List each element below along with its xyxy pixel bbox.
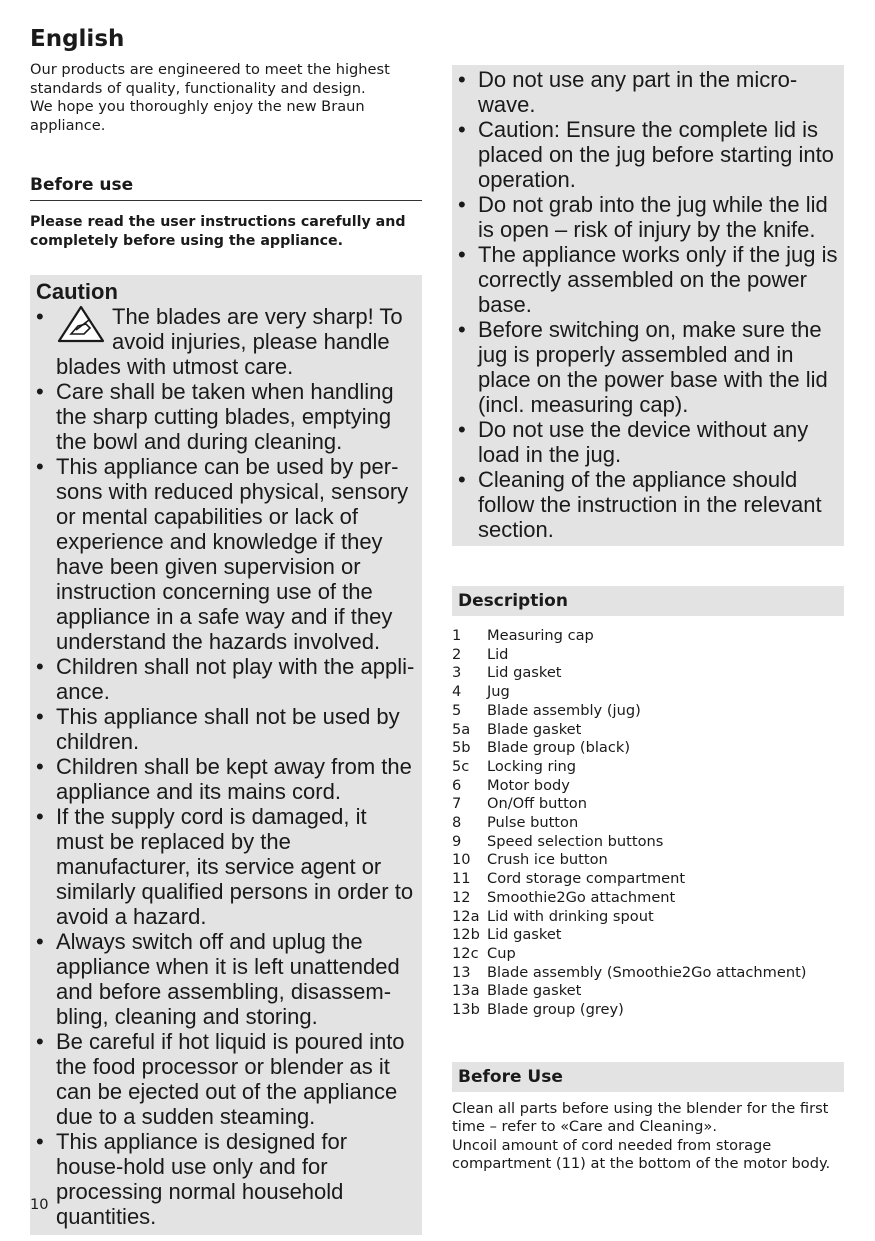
parts-row xyxy=(452,908,807,927)
caution-item: • Do not grab into the jug while the lid is open – risk of injury by the knife. xyxy=(458,192,838,242)
before-use-heading: Before use xyxy=(30,175,422,201)
parts-row xyxy=(452,945,807,964)
caution-continued-list xyxy=(458,67,838,542)
left-column xyxy=(30,22,422,1235)
part-label: On/Off button xyxy=(487,795,587,813)
parts-row xyxy=(452,926,807,945)
caution-item: • Be careful if hot liquid is poured into the food processor or blender as it can be ejected out of the appliance due to a sudden steaming. xyxy=(36,1029,416,1129)
parts-row xyxy=(452,1001,807,1020)
read-instructions-note: Please read the user instructions carefully and completely before using the appliance. xyxy=(30,214,406,249)
part-number: 2 xyxy=(452,645,462,663)
parts-row xyxy=(452,646,807,665)
caution-item: • Before switching on, make sure the jug is properly assembled and in place on the power base with the lid (incl. measuring cap). xyxy=(458,317,838,417)
part-number: 5b xyxy=(452,739,471,757)
caution-item: • If the supply cord is damaged, it must be replaced by the manufacturer, its service agent or similarly qualified persons in order to avoid a hazard. xyxy=(36,804,416,929)
part-label: Smoothie2Go attachment xyxy=(487,888,676,906)
part-number: 6 xyxy=(452,776,462,794)
part-number: 12a xyxy=(452,907,480,925)
parts-row xyxy=(452,833,807,852)
part-label: Cord storage compartment xyxy=(487,870,686,888)
parts-row xyxy=(452,739,807,758)
part-label: Blade group (black) xyxy=(487,739,631,757)
part-number: 12b xyxy=(452,926,480,944)
part-number: 13b xyxy=(452,1001,480,1019)
part-label: Measuring cap xyxy=(487,627,594,644)
parts-row xyxy=(452,889,807,908)
caution-item: • This appliance is designed for house-hold use only and for processing normal household quantities. xyxy=(36,1129,416,1229)
part-number: 12c xyxy=(452,944,479,962)
page-number: 10 xyxy=(30,1196,49,1213)
part-label: Blade gasket xyxy=(487,982,582,1000)
caution-item: • This appliance shall not be used by children. xyxy=(36,704,416,754)
part-label: Cup xyxy=(487,944,516,962)
caution-box xyxy=(30,275,422,1235)
part-number: 5 xyxy=(452,701,462,719)
part-label: Speed selection buttons xyxy=(487,832,664,850)
caution-item: • Always switch off and uplug the appliance when it is left unattended and before assembling, disassem-bling, cleaning and storing. xyxy=(36,929,416,1029)
description-heading: Description xyxy=(452,586,844,616)
parts-row xyxy=(452,982,807,1001)
part-label: Lid xyxy=(487,645,509,663)
caution-item: • Children shall not play with the appli-ance. xyxy=(36,654,416,704)
parts-row xyxy=(452,964,807,983)
part-label: Motor body xyxy=(487,776,570,794)
parts-row xyxy=(452,758,807,777)
cut-hazard-icon xyxy=(56,304,106,344)
parts-list xyxy=(452,627,807,1020)
part-label: Lid with drinking spout xyxy=(487,907,654,925)
before-use-2-heading: Before Use xyxy=(452,1062,844,1092)
part-label: Lid gasket xyxy=(487,664,562,682)
part-number: 4 xyxy=(452,683,462,701)
part-number: 7 xyxy=(452,795,462,813)
part-number: 8 xyxy=(452,814,462,832)
part-label: Blade assembly (jug) xyxy=(487,701,641,719)
caution-item: • Do not use any part in the micro-wave. xyxy=(458,67,838,117)
part-number: 11 xyxy=(452,870,471,888)
parts-row xyxy=(452,870,807,889)
caution-title: Caution xyxy=(36,279,118,304)
part-label: Crush ice button xyxy=(487,851,608,869)
intro-text xyxy=(30,61,422,135)
intro-paragraph-2: We hope you thoroughly enjoy the new Braun appliance. xyxy=(30,98,365,134)
language-heading: English xyxy=(30,26,125,52)
part-label: Lid gasket xyxy=(487,926,562,944)
part-number: 5a xyxy=(452,720,471,738)
part-number: 13a xyxy=(452,982,480,1000)
caution-item: • The appliance works only if the jug is correctly assembled on the power base. xyxy=(458,242,838,317)
parts-row xyxy=(452,851,807,870)
part-number: 10 xyxy=(452,851,471,869)
caution-item: • Cleaning of the appliance should follow the instruction in the relevant section. xyxy=(458,467,838,542)
part-label: Pulse button xyxy=(487,814,579,832)
part-number: 3 xyxy=(452,664,462,682)
parts-row xyxy=(452,702,807,721)
intro-paragraph-1: Our products are engineered to meet the highest standards of quality, functionality and design. xyxy=(30,61,390,97)
before-use-2-text xyxy=(452,1100,844,1174)
part-number: 13 xyxy=(452,963,471,981)
part-label: Blade gasket xyxy=(487,720,582,738)
caution-item: • Children shall be kept away from the appliance and its mains cord. xyxy=(36,754,416,804)
caution-item: • This appliance can be used by per-sons with reduced physical, sensory or mental capabilities or lack of experience and knowledge if they have been given supervision or instruction concerning use of the appliance in a safe way and if they understand the hazards involved. xyxy=(36,454,416,654)
parts-row xyxy=(452,683,807,702)
parts-row xyxy=(452,814,807,833)
part-number: 1 xyxy=(452,627,462,644)
part-label: Locking ring xyxy=(487,757,577,775)
parts-row xyxy=(452,721,807,740)
caution-item xyxy=(36,304,416,379)
part-label: Jug xyxy=(487,683,510,701)
parts-row xyxy=(452,777,807,796)
before-use-2-paragraph: Uncoil amount of cord needed from storage compartment (11) at the bottom of the motor body. xyxy=(452,1136,831,1173)
part-label: Blade assembly (Smoothie2Go attachment) xyxy=(487,963,807,981)
caution-continued-box xyxy=(452,65,844,546)
right-column xyxy=(452,65,844,1174)
caution-item: • Do not use the device without any load in the jug. xyxy=(458,417,838,467)
before-use-2-paragraph: Clean all parts before using the blender for the first time – refer to «Care and Cleaning». xyxy=(452,1099,829,1136)
part-number: 5c xyxy=(452,757,470,775)
caution-item: • Caution: Ensure the complete lid is placed on the jug before starting into operation. xyxy=(458,117,838,192)
caution-list xyxy=(36,304,416,1229)
parts-row xyxy=(452,627,807,646)
parts-row xyxy=(452,795,807,814)
part-number: 12 xyxy=(452,888,471,906)
parts-row xyxy=(452,664,807,683)
caution-item-text: The blades are very sharp! To avoid injuries, please handle blades with utmost care. xyxy=(56,304,403,379)
part-label: Blade group (grey) xyxy=(487,1001,624,1019)
part-number: 9 xyxy=(452,832,462,850)
caution-item: • Care shall be taken when handling the sharp cutting blades, emptying the bowl and during cleaning. xyxy=(36,379,416,454)
